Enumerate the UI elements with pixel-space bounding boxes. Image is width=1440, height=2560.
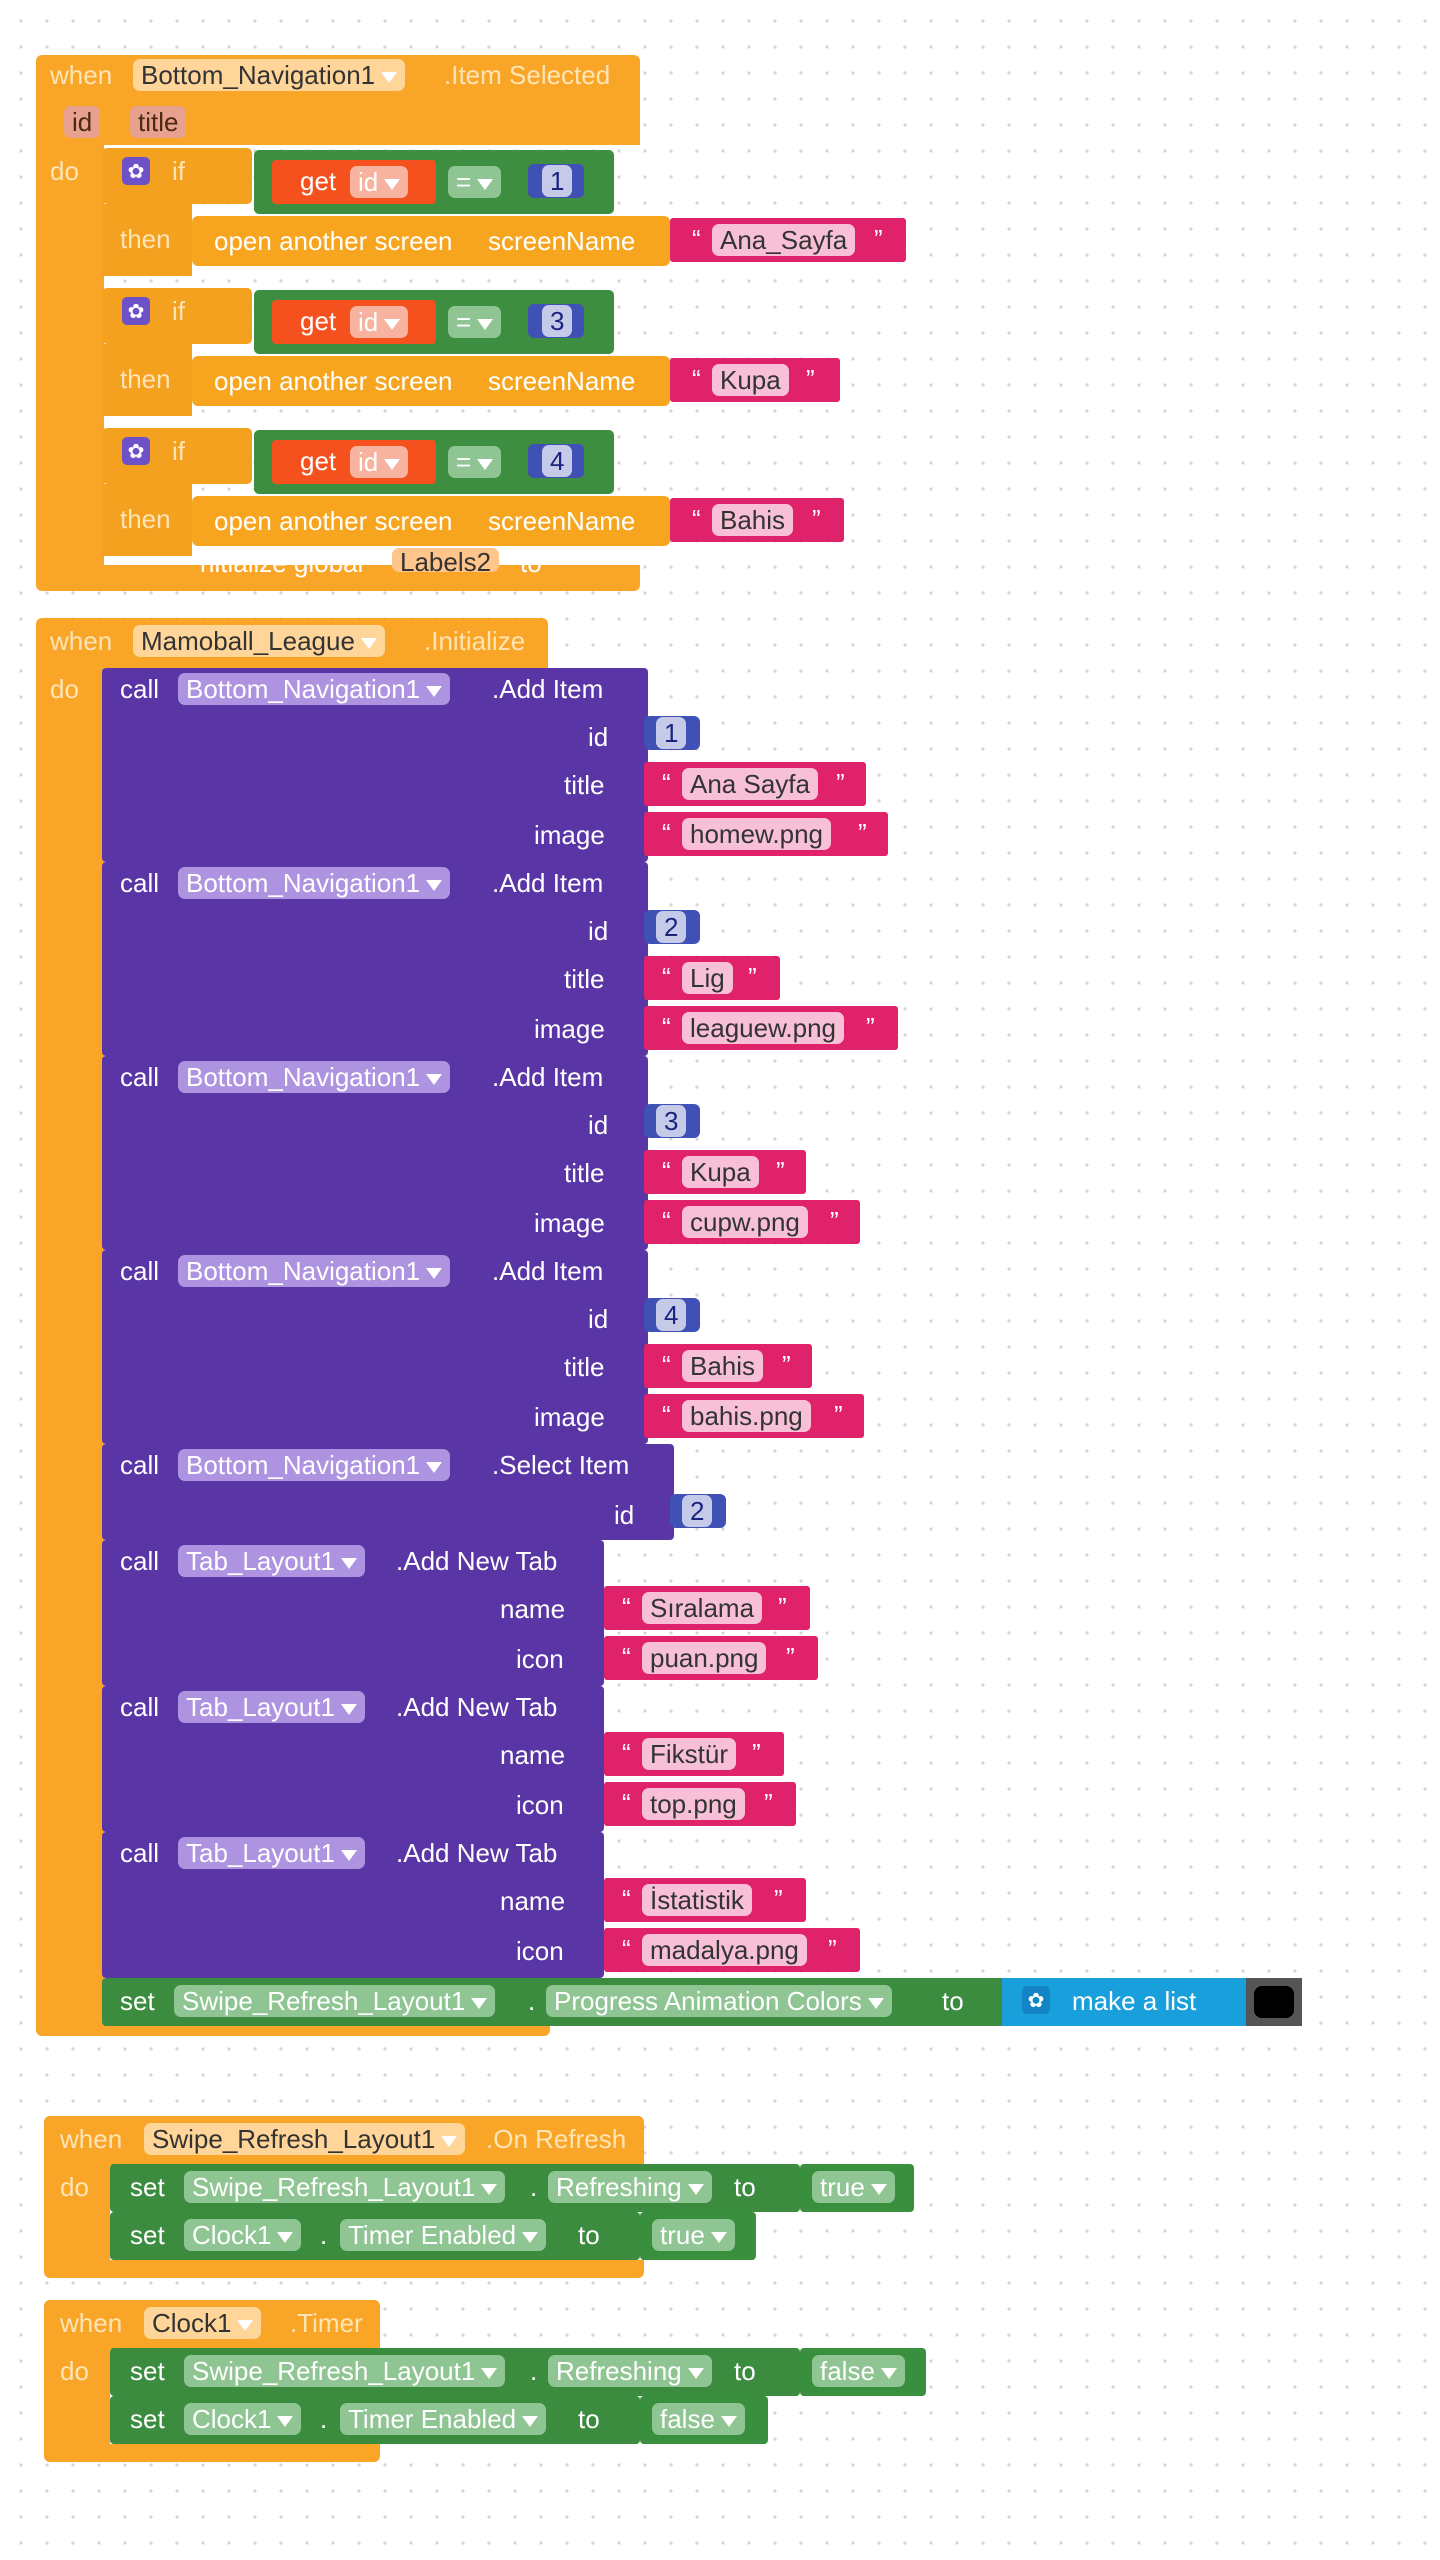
call-label: call [120, 1546, 160, 1576]
component-dropdown[interactable]: Tab_Layout1 [178, 1837, 365, 1869]
gear-icon[interactable]: ✿ [122, 157, 150, 185]
to-label: to [734, 2172, 756, 2202]
call-label: call [120, 1256, 160, 1286]
overlap-label: nitialize global [200, 548, 364, 578]
set-label: set [130, 2220, 165, 2250]
set-label: set [120, 1986, 155, 2016]
color-black-swatch[interactable] [1254, 1986, 1294, 2018]
arg-title-label: title [564, 1158, 605, 1188]
text-value[interactable]: Sıralama [642, 1592, 762, 1624]
if-label: if [172, 156, 185, 186]
number-value[interactable]: 3 [542, 305, 572, 337]
to-label: to [578, 2220, 600, 2250]
property-dropdown[interactable]: Refreshing [548, 2355, 712, 2387]
method-label: .Add Item [492, 1256, 604, 1286]
var-dropdown[interactable]: id [350, 306, 408, 338]
component-dropdown[interactable]: Bottom_Navigation1 [178, 1449, 450, 1481]
compare-op-dropdown[interactable]: = [448, 446, 501, 478]
to-label: to [942, 1986, 964, 2016]
param-title[interactable]: title [130, 106, 186, 138]
var-dropdown[interactable]: id [350, 446, 408, 478]
param-id[interactable]: id [64, 106, 100, 138]
arg-icon-label: icon [516, 1790, 564, 1820]
screen-name-label: screenName [488, 506, 636, 536]
screen-name-label: screenName [488, 226, 636, 256]
do-label: do [60, 2356, 89, 2386]
call-label: call [120, 1692, 160, 1722]
text-value[interactable]: puan.png [642, 1642, 766, 1674]
set-label: set [130, 2172, 165, 2202]
compare-op-dropdown[interactable]: = [448, 306, 501, 338]
arg-icon-label: icon [516, 1936, 564, 1966]
open-screen-label: open another screen [214, 226, 453, 256]
then-label: then [120, 504, 171, 534]
to-label: to [578, 2404, 600, 2434]
arg-name-label: name [500, 1594, 566, 1624]
arg-id-label: id [614, 1500, 635, 1530]
event-name: .Timer [290, 2308, 363, 2338]
number-value[interactable]: 4 [656, 1299, 686, 1331]
call-label: call [120, 1062, 160, 1092]
component-dropdown[interactable]: Bottom_Navigation1 [178, 1061, 450, 1093]
screen-name-label: screenName [488, 366, 636, 396]
method-label: .Add Item [492, 1062, 604, 1092]
do-label: do [50, 156, 79, 186]
arg-title-label: title [564, 770, 605, 800]
component-dropdown[interactable]: Bottom_Navigation1 [178, 1255, 450, 1287]
property-dropdown[interactable]: Timer Enabled [340, 2219, 546, 2251]
dot-label: . [320, 2404, 328, 2434]
text-value[interactable]: Fikstür [642, 1738, 736, 1770]
to-label: to [734, 2356, 756, 2386]
number-value[interactable]: 1 [656, 717, 686, 749]
arg-image-label: image [534, 1014, 605, 1044]
component-dropdown[interactable]: Bottom_Navigation1 [178, 867, 450, 899]
do-label: do [50, 674, 79, 704]
overlap-var[interactable]: Labels2 [392, 548, 499, 572]
component-dropdown[interactable]: Swipe_Refresh_Layout1 [184, 2171, 505, 2203]
gear-icon[interactable]: ✿ [1022, 1986, 1050, 2014]
when-label: when [50, 626, 113, 656]
component-dropdown[interactable]: Bottom_Navigation1 [133, 59, 405, 91]
text-value[interactable]: Bahis [712, 504, 793, 536]
text-value[interactable]: cupw.png [682, 1206, 808, 1238]
property-dropdown[interactable]: Refreshing [548, 2171, 712, 2203]
component-dropdown[interactable]: Swipe_Refresh_Layout1 [144, 2123, 465, 2155]
number-value[interactable]: 2 [656, 911, 686, 943]
open-screen-label: open another screen [214, 506, 453, 536]
call-label: call [120, 674, 160, 704]
text-value[interactable]: Ana Sayfa [682, 768, 818, 800]
text-value[interactable]: Bahis [682, 1350, 763, 1382]
arg-id-label: id [588, 1110, 609, 1140]
open-screen-label: open another screen [214, 366, 453, 396]
when-label: when [60, 2124, 123, 2154]
component-dropdown[interactable]: Tab_Layout1 [178, 1545, 365, 1577]
method-label: .Add New Tab [396, 1546, 558, 1576]
get-label: get [300, 166, 337, 196]
dot-label: . [530, 2172, 538, 2202]
event-name: .On Refresh [486, 2124, 627, 2154]
make-list-label: make a list [1072, 1986, 1197, 2016]
number-value[interactable]: 1 [542, 165, 572, 197]
compare-op-dropdown[interactable]: = [448, 166, 501, 198]
gear-icon[interactable]: ✿ [122, 437, 150, 465]
gear-icon[interactable]: ✿ [122, 297, 150, 325]
event-name: .Item Selected [444, 60, 611, 90]
arg-name-label: name [500, 1886, 566, 1916]
number-value[interactable]: 3 [656, 1105, 686, 1137]
text-value[interactable]: Kupa [682, 1156, 759, 1188]
overlap-to: to [520, 548, 542, 578]
method-label: .Add Item [492, 674, 604, 704]
then-label: then [120, 224, 171, 254]
boolean-dropdown[interactable]: true [652, 2219, 735, 2251]
text-value[interactable]: Kupa [712, 364, 789, 396]
number-value[interactable]: 2 [682, 1495, 712, 1527]
var-dropdown[interactable]: id [350, 166, 408, 198]
property-dropdown[interactable]: Timer Enabled [340, 2403, 546, 2435]
arg-image-label: image [534, 1208, 605, 1238]
if-label: if [172, 436, 185, 466]
when-label: when [50, 60, 113, 90]
number-value[interactable]: 4 [542, 445, 572, 477]
arg-image-label: image [534, 820, 605, 850]
text-value[interactable]: Ana_Sayfa [712, 224, 855, 256]
component-dropdown[interactable]: Mamoball_League [133, 625, 385, 657]
method-label: .Add New Tab [396, 1692, 558, 1722]
dot-label: . [320, 2220, 328, 2250]
text-value[interactable]: İstatistik [642, 1884, 752, 1916]
method-label: .Add Item [492, 868, 604, 898]
set-label: set [130, 2404, 165, 2434]
component-dropdown[interactable]: Swipe_Refresh_Layout1 [174, 1985, 495, 2017]
arg-title-label: title [564, 964, 605, 994]
component-dropdown[interactable]: Clock1 [184, 2403, 301, 2435]
arg-title-label: title [564, 1352, 605, 1382]
arg-name-label: name [500, 1740, 566, 1770]
event-name: .Initialize [424, 626, 526, 656]
call-label: call [120, 868, 160, 898]
property-dropdown[interactable]: Progress Animation Colors [546, 1985, 892, 2017]
text-value[interactable]: top.png [642, 1788, 745, 1820]
text-value[interactable]: leaguew.png [682, 1012, 844, 1044]
method-label: .Add New Tab [396, 1838, 558, 1868]
method-label: .Select Item [492, 1450, 630, 1480]
boolean-dropdown[interactable]: false [812, 2355, 905, 2387]
arg-image-label: image [534, 1402, 605, 1432]
dot-label: . [530, 2356, 538, 2386]
dot-label: . [528, 1986, 536, 2016]
set-label: set [130, 2356, 165, 2386]
text-value[interactable]: Lig [682, 962, 733, 994]
get-label: get [300, 306, 337, 336]
arg-id-label: id [588, 916, 609, 946]
arg-icon-label: icon [516, 1644, 564, 1674]
call-label: call [120, 1838, 160, 1868]
text-value[interactable]: madalya.png [642, 1934, 807, 1966]
component-dropdown[interactable]: Tab_Layout1 [178, 1691, 365, 1723]
get-label: get [300, 446, 337, 476]
then-label: then [120, 364, 171, 394]
text-value[interactable]: bahis.png [682, 1400, 811, 1432]
do-label: do [60, 2172, 89, 2202]
boolean-dropdown[interactable]: false [652, 2403, 745, 2435]
call-label: call [120, 1450, 160, 1480]
when-label: when [60, 2308, 123, 2338]
component-dropdown[interactable]: Bottom_Navigation1 [178, 673, 450, 705]
component-dropdown[interactable]: Clock1 [144, 2307, 261, 2339]
text-value[interactable]: homew.png [682, 818, 831, 850]
if-label: if [172, 296, 185, 326]
component-dropdown[interactable]: Swipe_Refresh_Layout1 [184, 2355, 505, 2387]
component-dropdown[interactable]: Clock1 [184, 2219, 301, 2251]
arg-id-label: id [588, 722, 609, 752]
boolean-dropdown[interactable]: true [812, 2171, 895, 2203]
arg-id-label: id [588, 1304, 609, 1334]
